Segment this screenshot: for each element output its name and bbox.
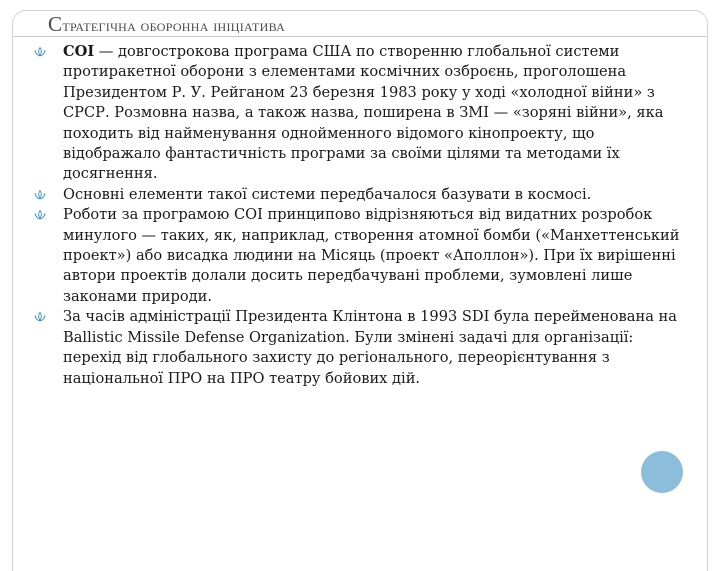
bullet-text-4: За часів адміністрації Президента Клінтона в 1993 SDI була перейменована на Ballistic Missile Defense Organization. Були змінені задачі для організації: перехід від глобального захисту до регіонального, переорієнтування з національної ПРО на ПРО театру бойових дій. — [63, 308, 677, 387]
decorative-circle — [641, 451, 683, 493]
bullet-item-3 — [30, 205, 680, 307]
bullet-item-4 — [30, 307, 680, 389]
bullet-item-1 — [30, 42, 680, 185]
bullet-term: СОІ — [63, 43, 95, 60]
bullet-text-2: Основні елементи такої системи передбачалося базувати в космосі. — [63, 185, 592, 203]
lotus-bullet-icon — [34, 47, 46, 57]
title-divider — [14, 36, 706, 37]
lotus-bullet-icon — [34, 190, 46, 200]
bullet-item-2 — [30, 185, 680, 205]
slide-title — [48, 12, 285, 37]
bullet-body: — довгострокова програма США по створенню глобальної системи протиракетної оборони з елементами космічних озброєнь, проголошена Президентом Р. У. Рейганом 23 березня 1983 року у ході «холодної війни» з СРСР. Розмовна назва, а також назва, поширена в ЗМІ — «зоряні війни», яка походить від найменування однойменного відомого кінопроекту, що відображало фантастичність програми за своїми цілями та методами їх досягнення. — [63, 43, 664, 183]
bullet-text-1 — [63, 42, 680, 185]
lotus-bullet-icon — [34, 210, 46, 220]
title-rest: тратегічна оборонна ініціатива — [62, 16, 286, 35]
lotus-bullet-icon — [34, 312, 46, 322]
title-first-letter: С — [48, 12, 63, 36]
bullet-text-3: Роботи за програмою СОІ принципово відрізняються від видатних розробок минулого — таких, як, наприклад, створення атомної бомби («Манхеттенський проект») або висадка людини на Місяць (проект «Аполлон»). При їх вирішенні автори проектів долали досить передбачувані проблеми, зумовлені лише законами природи. — [63, 206, 680, 305]
bullet-list — [30, 42, 680, 389]
